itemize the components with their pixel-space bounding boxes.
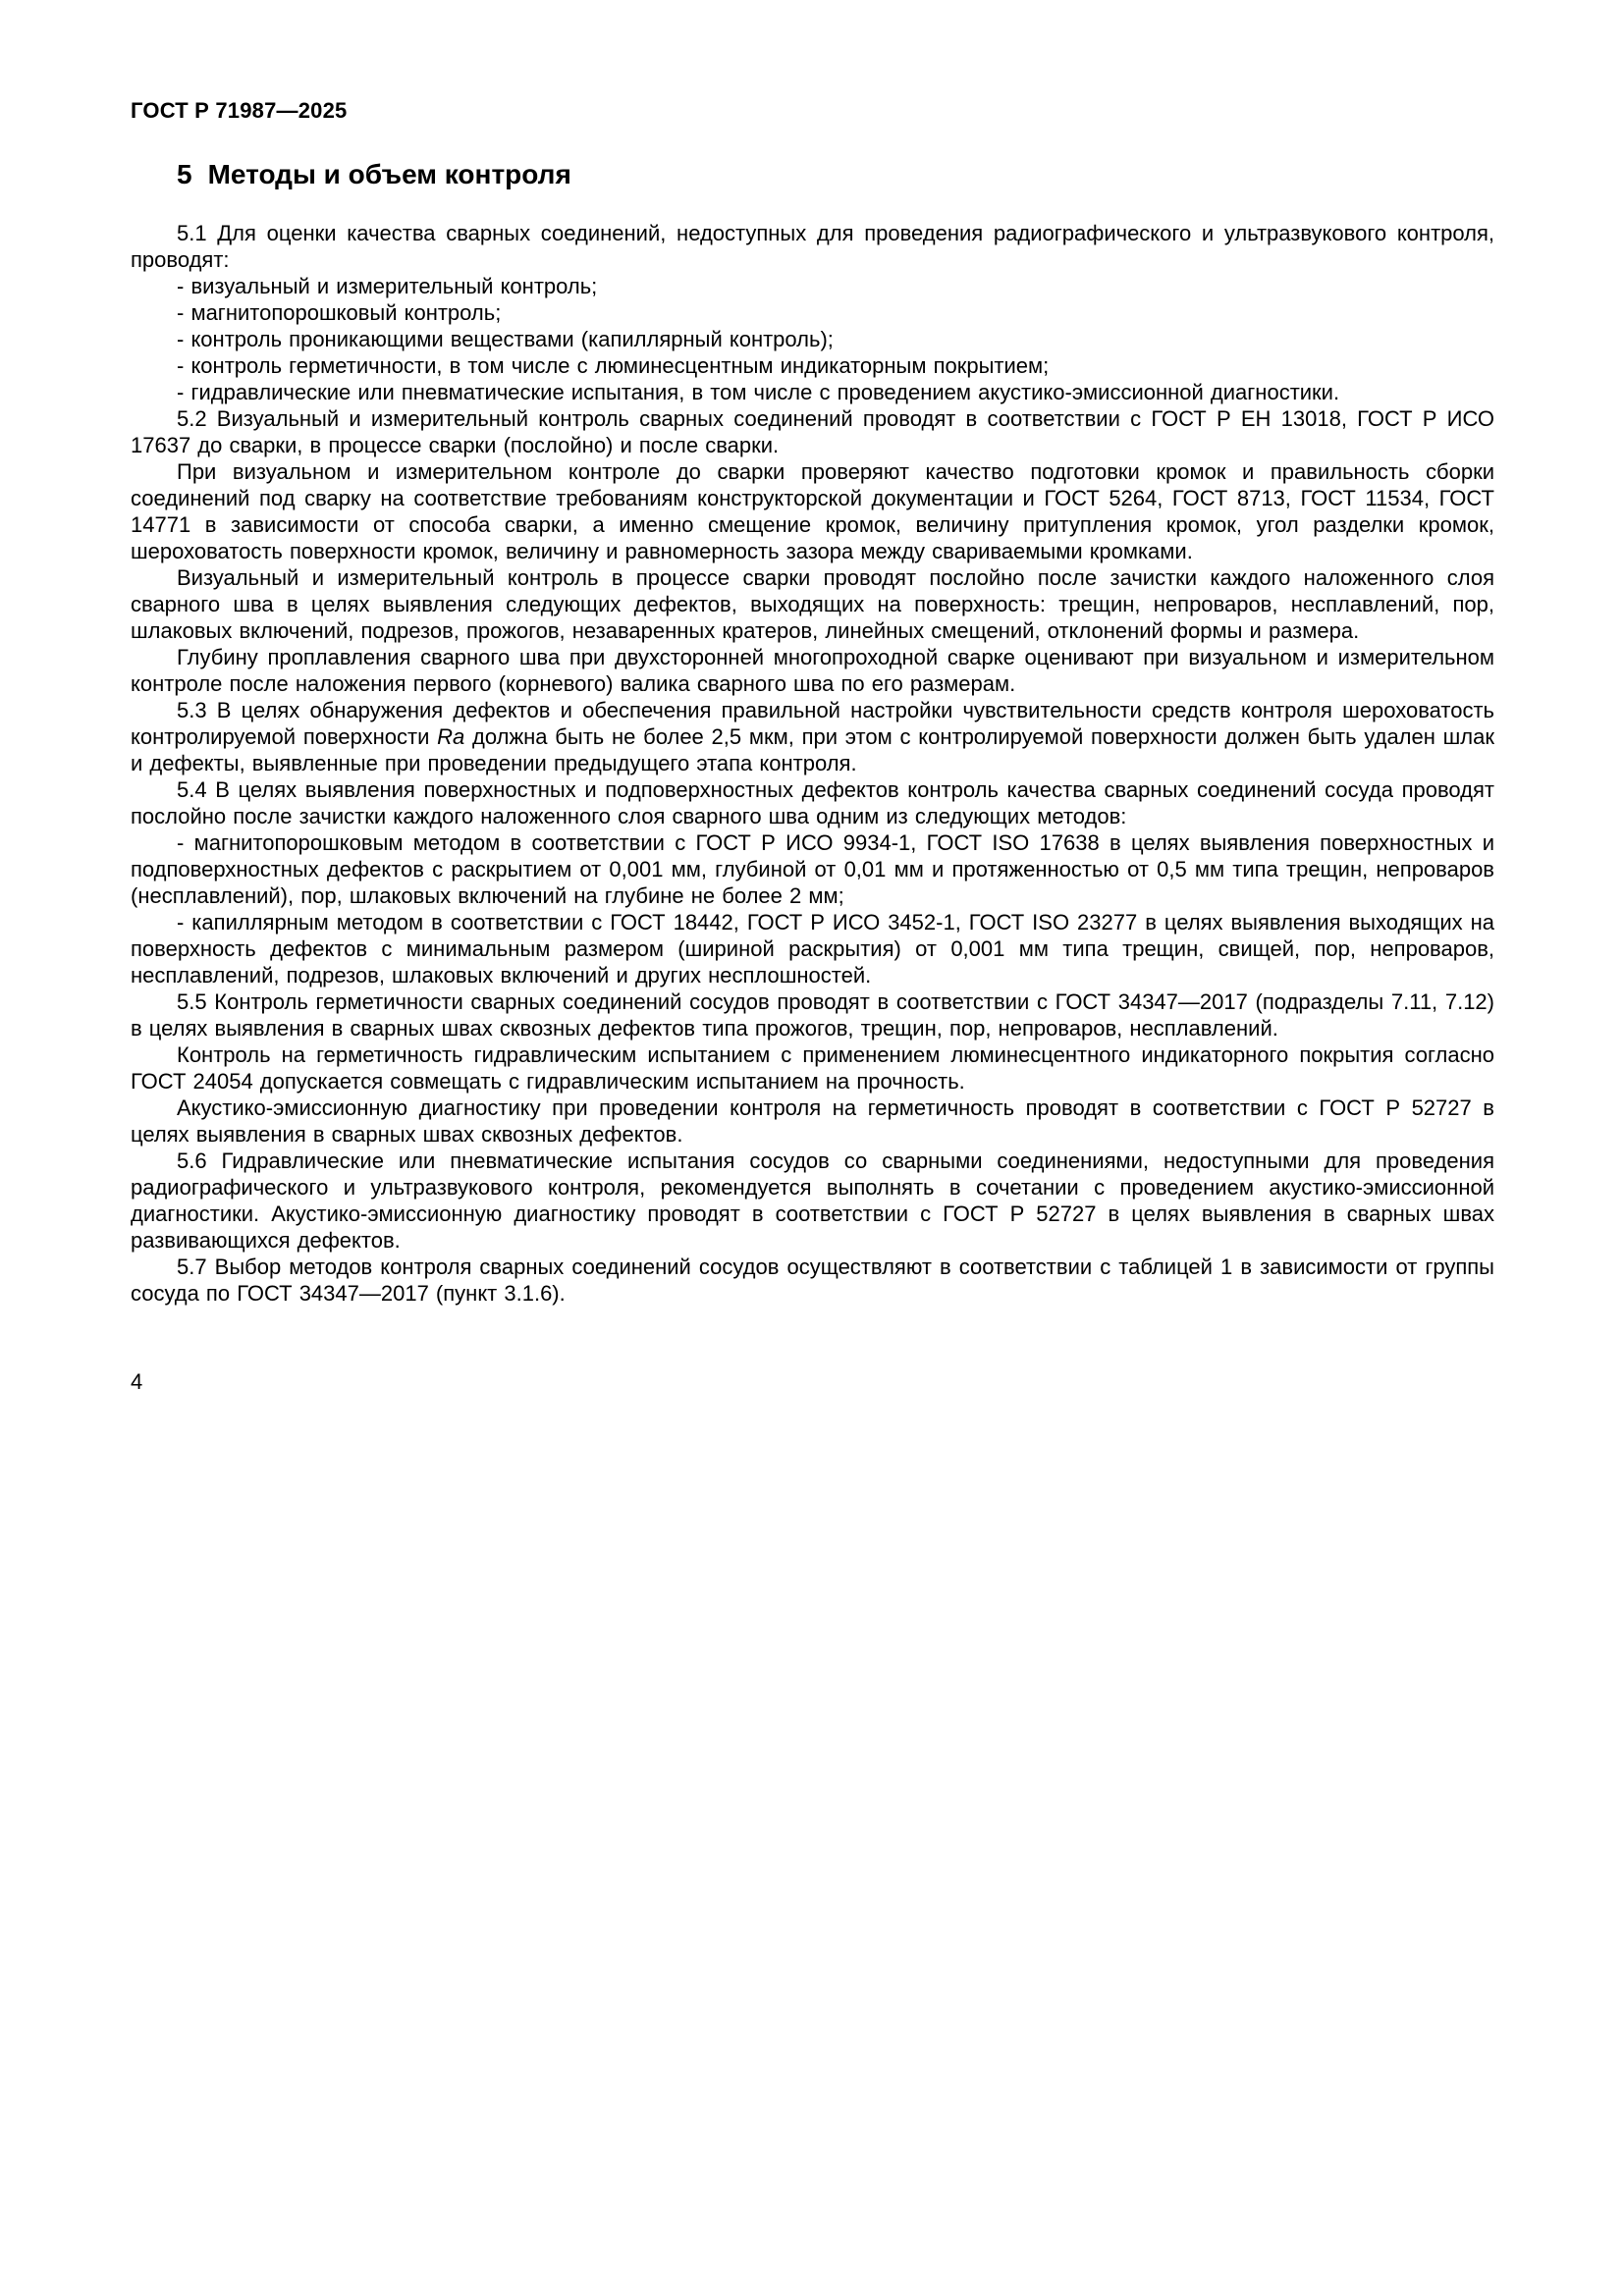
para-5-1: 5.1 Для оценки качества сварных соединений, недоступных для проведения радиографического и ультразвукового контроля, проводят: (131, 221, 1494, 272)
para-5-5: 5.5 Контроль герметичности сварных соединений сосудов проводят в соответствии с ГОСТ 34347—2017 (подразделы 7.11, 7.12) в целях выявления в сварных швах сквозных дефектов типа прожогов, трещин, пор, непроваров, несплавлений. (131, 989, 1494, 1041)
para-5-6: 5.6 Гидравлические или пневматические испытания сосудов со сварными соединениями, недоступными для проведения радиографического и ультразвукового контроля, рекомендуется выполнять в сочетании с проведением акустико-эмиссионной диагностики. Акустико-эмиссионную диагностику проводят в соответствии с ГОСТ Р 52727 в целях выявления в сварных швах развивающихся дефектов. (131, 1148, 1494, 1253)
section-number: 5 (177, 159, 192, 189)
para-5-4: 5.4 В целях выявления поверхностных и подповерхностных дефектов контроль качества сварных соединений сосуда проводят послойно после зачистки каждого наложенного слоя сварного шва одним из следующих методов: (131, 777, 1494, 828)
para-5-5-acoustic-emission: Акустико-эмиссионную диагностику при проведении контроля на герметичность проводят в соответствии с ГОСТ Р 52727 в целях выявления в сварных швах сквозных дефектов. (131, 1095, 1494, 1147)
list-item-hydraulic-tests: - гидравлические или пневматические испытания, в том числе с проведением акустико-эмиссионной диагностики. (177, 380, 1340, 404)
para-5-3-post: должна быть не более 2,5 мкм, при этом с контролируемой поверхности должен быть удален шлак и дефекты, выявленные при проведении предыдущего этапа контроля. (131, 724, 1495, 775)
list-item-visual-control: - визуальный и измерительный контроль; (177, 274, 598, 298)
list-item-magnetic-method: - магнитопорошковым методом в соответствии с ГОСТ Р ИСО 9934-1, ГОСТ ISO 17638 в целях выявления поверхностных и подповерхностных дефектов с раскрытием от 0,001 мм, глубиной от 0,01 мм и протяженностью от 0,5 мм типа трещин, непроваров (несплавлений), пор, шлаковых включений на глубине не более 2 мм; (131, 830, 1494, 908)
section-title-text: Методы и объем контроля (207, 159, 571, 189)
para-5-2-before-welding: При визуальном и измерительном контроле до сварки проверяют качество подготовки кромок и правильность сборки соединений под сварку на соответствие требованиям конструкторской документации и ГОСТ 5264, ГОСТ 8713, ГОСТ 11534, ГОСТ 14771 в зависимости от способа сварки, а именно смещение кромок, величину притупления кромок, угол разделки кромок, шероховатость поверхности кромок, величину и равномерность зазора между свариваемыми кромками. (131, 459, 1494, 563)
list-item-capillary-method: - капиллярным методом в соответствии с ГОСТ 18442, ГОСТ Р ИСО 3452-1, ГОСТ ISO 23277 в целях выявления выходящих на поверхность дефектов с минимальным размером (шириной раскрытия) от 0,001 мм типа трещин, свищей, пор, непроваров, несплавлений, подрезов, шлаковых включений и других несплошностей. (131, 910, 1494, 988)
ra-symbol: Ra (437, 724, 465, 749)
para-5-3-pre: 5.3 В целях обнаружения дефектов и обеспечения правильной настройки чувствительности средств контроля шероховатость контролируемой поверхности (131, 698, 1494, 749)
document-body (131, 220, 1494, 1307)
para-5-3 (131, 697, 1494, 776)
para-5-2-during-welding: Визуальный и измерительный контроль в процессе сварки проводят послойно после зачистки каждого наложенного слоя сварного шва в целях выявления следующих дефектов, выходящих на поверхность: трещин, непроваров, несплавлений, пор, шлаковых включений, подрезов, прожогов, незаваренных кратеров, линейных смещений, отклонений формы и размера. (131, 565, 1494, 643)
section-title (177, 159, 1494, 190)
para-5-2: 5.2 Визуальный и измерительный контроль сварных соединений проводят в соответствии с ГОСТ Р ЕН 13018, ГОСТ Р ИСО 17637 до сварки, в процессе сварки (послойно) и после сварки. (131, 406, 1494, 457)
para-5-7: 5.7 Выбор методов контроля сварных соединений сосудов осуществляют в соответствии с таблицей 1 в зависимости от группы сосуда по ГОСТ 34347—2017 (пункт 3.1.6). (131, 1255, 1494, 1306)
list-item-magnetic-control: - магнитопорошковый контроль; (177, 300, 502, 325)
doc-code-header: ГОСТ Р 71987—2025 (131, 98, 348, 123)
list-item-leak-control: - контроль герметичности, в том числе с люминесцентным индикаторным покрытием; (177, 353, 1050, 378)
list-item-penetrant-control: - контроль проникающими веществами (капиллярный контроль); (177, 327, 834, 351)
para-5-2-penetration-depth: Глубину проплавления сварного шва при двухсторонней многопроходной сварке оценивают при визуальном и измерительном контроле после наложения первого (корневого) валика сварного шва по его размерам. (131, 645, 1494, 696)
para-5-5-hydraulic-test: Контроль на герметичность гидравлическим испытанием с применением люминесцентного индикаторного покрытия согласно ГОСТ 24054 допускается совмещать с гидравлическим испытанием на прочность. (131, 1042, 1494, 1094)
page-number: 4 (131, 1369, 143, 1394)
